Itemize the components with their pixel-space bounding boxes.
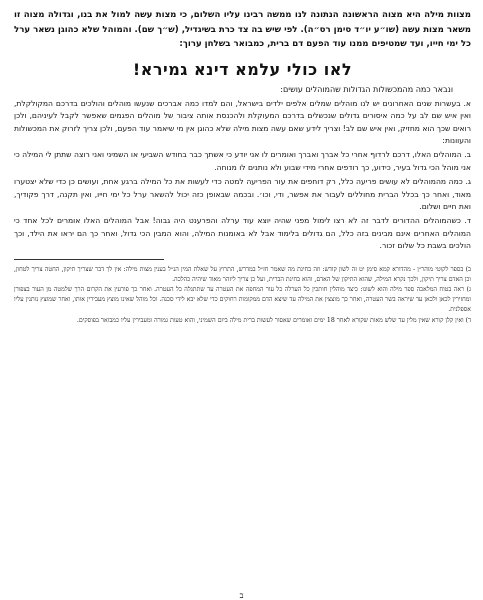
paragraph-4: ד. כשהמוהלים ההדורים לדבר זה לא רצו לימול מפני שהיה יוצא עוד ערלה והפרענט היה גבוה! אבל המוהלים האלו אומרים לכל אחד כי המוהלים האחרים אינם מבינים בזה כלל, הם גדולים בלימוד אבל לא באומנות המילה, והוא המבין הכי גדול, ואחר כך הם יראו את הילד, וכך הולכים בשבת כל שלום זכור. (14, 216, 471, 251)
document-page (14, 8, 471, 594)
footnote-divider (14, 259, 164, 260)
paragraph-2: ב. המוהלים האלו, דרכם לרדוף אחרי כל אברך ואברך ואומרים לו אני יודע כי אשתך כבר בחודש השביעי או השמיני ואני רוצה שתתן לי המילה כי אני מוהל הכי גדול בעיר, כידוע, כך רודפים אחרי מידי שבוע ולא נותנים לו מנוחה. (14, 150, 471, 172)
footnote-3: ד) ואין קלן קורא שאין מלין עד שלש מאות שקורא לאחר 18 ימים ואומרים שאסור לעשות ברית מילה ביום השמיני, והוא טעות גמורה ומעבירין עליו כמבואר בפוסקים. (76, 316, 471, 324)
paragraph-3: ג. כמה מהמוהלים לא עושים פריעה כלל, רק דוחפים את עור הפריעה למטה כדי לעשות את כל המילה ברגע אחת, ועושים כן כדי שלא יצטערו מאוד, ואחר כך בכלל הברית מחוללים לעבור את אפשר, ודי, וכו׳. ובכמה שבאופן כזה יכול להשאר ערל כל ימי חייו, ואין תקנה, דרך פקודיך, ואת חיים ושלום. (14, 177, 471, 212)
page-number: ב (239, 591, 244, 600)
paragraph-1: א. בעשרות שנים האחרונים יש לנו מוהלים שמלים אלפים ילדים בישראל, והם למדו כמה אברכים שנעשו מוהלים והולכים בדרכם המקולקלת, ואין איש שם לב על כמה איסורים גדולים שנכשלים בדרכם המעוקלת ולהכנסת אותה ציבור של מוהלים הפגמים שאפשר לקבל לעיניהם, ולכן רואים שכך הוא מחזיק, ואין איש שם לב! וצריך לידע שאם עשה מצות מילה שלא כהוגן אין מי שיאמר עוד הפעם, ולכן צריך לזרוק את המכשולות והעוונות: (14, 98, 471, 145)
footnote-2: ג) ראה בטוח המלאכה ספר מילה והוא לשונו: כיצד מוהלין חותכין כל הערלה כל עור המחפה את העטרה עד שתתגלה כל העטרה. ואחר כך פורעין את הקרום הרך שלמטה מן העור בצפורן ומחזירין לכאן ולכאן עד שיראה בשר העטרה, ואחר כך מוצצין את המילה עד שיצא הדם ממקומות רחוקים כדי שלא יבא לידי סכנה. וכל מוהל שאינו מוצץ מעבירין אותו, ואחר שמוצץ נותנין עליו אספלנית. (14, 286, 471, 314)
section-heading: לאו כולי עלמא דינא גמירא! (132, 59, 353, 79)
footnote-1: ב) בספר לקוטי מוהר״ן - מהדורא קמא סימן יט זה לשון קודש: וזה בחינת מה שאמר חז״ל במדרש, התרוץ על שאלת המין הנ״ל בענין מצות מילה: אין לך דבר שצריך תיקון, החטה צריך לטחון, וכן האדם צריך תיקון, ולכך נקרא המילה, שהוא התיקון של האדם, והוא בחינת הברית, ועל כן צריך ליזהר מאוד שיהיה כהלכה. (14, 265, 471, 283)
lead-sentence: ונבאר כמה מהמכשולות הגדולות שהמוהלים עושים: (280, 84, 453, 94)
intro-paragraph: מצוות מילה היא מצוה הראשונה הנתונה לנו ממשה רבינו עליו השלום, כי מצות עשה למול את בנו, וגדולה מצוה זו משאר מצות עשה (שו״ע יו״ד סימן רס״ה). לפי שיש בה צד כרת בשיגדיל, (ש״ך שם). והמוהל שלא כהוגן נשאר ערל כל ימי חייו, ועד שמטיפים ממנו עוד הפעם דם ברית, כמבואר בשלחן ערוך: (14, 10, 471, 50)
